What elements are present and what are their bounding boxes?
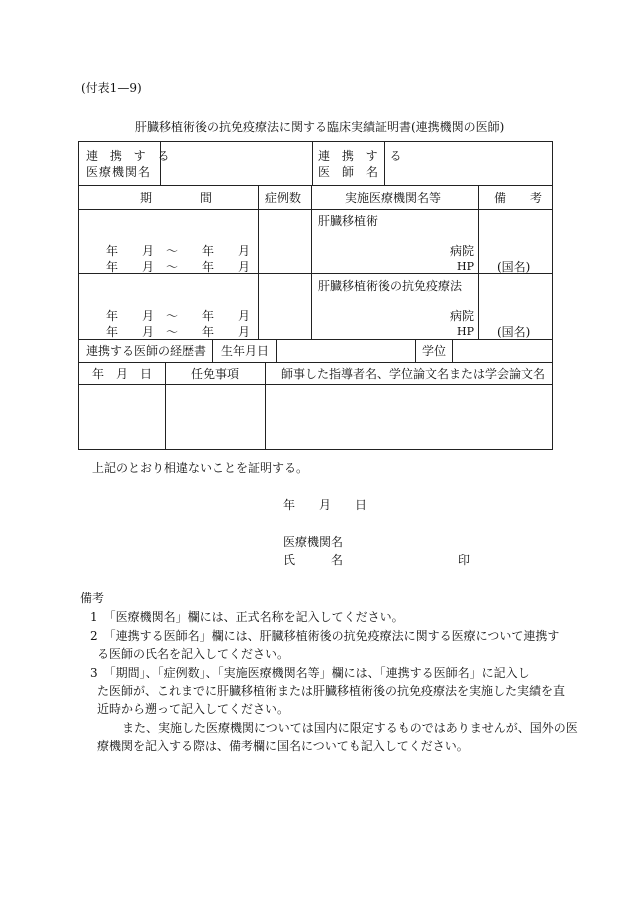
col-header-remarks: 備 考 bbox=[494, 191, 543, 205]
hp-suffix: HP bbox=[457, 260, 474, 273]
birth-date-label: 生年月日 bbox=[221, 344, 270, 358]
certification-date: 年 月 日 bbox=[283, 498, 368, 512]
note-item: また、実施した医療機関については国内に限定するものではありませんが、国外の医 bbox=[122, 721, 578, 735]
country-note: (国名) bbox=[497, 260, 531, 274]
period-row: 年 月 ～ 年 月 bbox=[106, 244, 251, 258]
signer-name-label: 氏 名 bbox=[283, 553, 344, 567]
note-item: 近時から遡って記入してください。 bbox=[97, 702, 290, 716]
institution-name-label: 医療機関名 bbox=[283, 535, 344, 549]
col-header-period: 期 間 bbox=[140, 191, 213, 205]
section-liver-transplant-title: 肝臓移植術 bbox=[318, 214, 379, 228]
seal-mark: 印 bbox=[458, 553, 471, 567]
notes-heading: 備考 bbox=[80, 591, 105, 605]
section-immunotherapy-title: 肝臓移植術後の抗免疫療法 bbox=[318, 279, 463, 293]
period-row: 年 月 ～ 年 月 bbox=[106, 309, 251, 323]
period-row: 年 月 ～ 年 月 bbox=[106, 260, 251, 274]
career-label: 連携する医師の経歴書 bbox=[86, 344, 207, 358]
note-item: 療機関を記入する際は、備考欄に国名についても記入してください。 bbox=[97, 739, 469, 753]
certification-statement: 上記のとおり相違ないことを証明する。 bbox=[92, 461, 309, 475]
hospital-suffix: 病院 bbox=[449, 244, 474, 258]
period-row: 年 月 ～ 年 月 bbox=[106, 325, 251, 339]
note-item: る医師の氏名を記入してください。 bbox=[97, 647, 290, 661]
appendix-label: (付表1—9) bbox=[81, 81, 142, 95]
note-item: 3 「期間」、「症例数」、「実施医療機関名等」欄には、「連携する医師名」に記入し bbox=[90, 666, 530, 680]
page-title: 肝臓移植術後の抗免疫療法に関する臨床実績証明書(連携機関の医師) bbox=[135, 120, 505, 134]
career-col-appointment: 任免事項 bbox=[191, 367, 240, 381]
degree-label: 学位 bbox=[422, 344, 447, 358]
hp-suffix: HP bbox=[457, 325, 474, 338]
note-item: 2 「連携する医師名」欄には、肝臓移植術後の抗免疫療法に関する医療について連携す bbox=[90, 629, 560, 643]
hospital-suffix: 病院 bbox=[449, 309, 474, 323]
linked-institution-label: 連 携 す る bbox=[86, 149, 174, 163]
note-item: た医師が、これまでに肝臓移植術または肝臓移植術後の抗免疫療法を実施した実績を直 bbox=[97, 684, 566, 698]
linked-doctor-label: 連 携 す る bbox=[318, 149, 406, 163]
country-note: (国名) bbox=[497, 325, 531, 339]
col-header-cases: 症例数 bbox=[265, 191, 302, 205]
career-col-date: 年 月 日 bbox=[92, 367, 153, 381]
career-col-mentor: 師事した指導者名、学位論文名または学会論文名 bbox=[281, 367, 546, 381]
linked-institution-label-2: 医療機関名 bbox=[86, 165, 152, 179]
linked-doctor-label-2: 医 師 名 bbox=[318, 165, 379, 179]
note-item: 1 「医療機関名」欄には、正式名称を記入してください。 bbox=[90, 610, 404, 624]
col-header-institution: 実施医療機関名等 bbox=[345, 191, 442, 205]
